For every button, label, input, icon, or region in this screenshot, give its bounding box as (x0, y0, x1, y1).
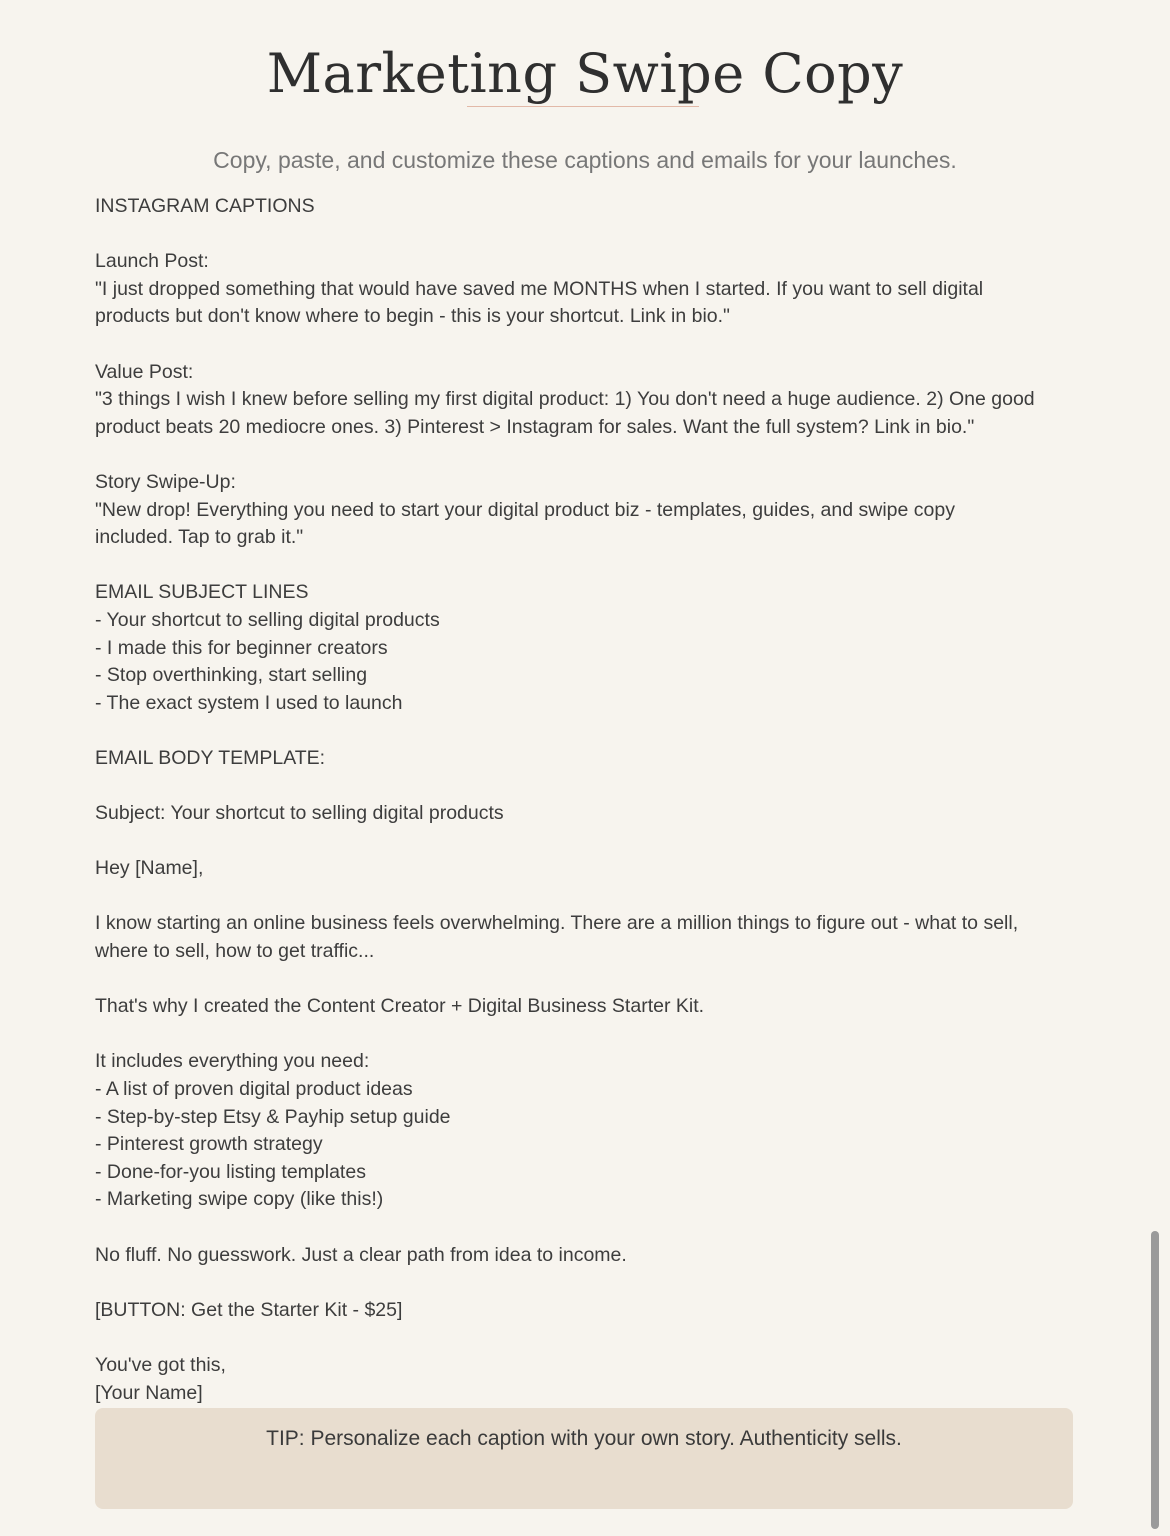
blank-line (95, 441, 1080, 469)
text-line: "New drop! Everything you need to start your digital product biz - templates, guides, and swipe copy (95, 498, 955, 521)
blank-line (95, 1269, 1080, 1297)
blank-line (95, 331, 1080, 359)
blank-line (95, 828, 1080, 856)
blank-line (95, 1324, 1080, 1352)
text-line: [Your Name] (95, 1381, 203, 1404)
text-line: You've got this, (95, 1353, 226, 1376)
text-line: It includes everything you need: (95, 1050, 370, 1073)
text-line: product beats 20 mediocre ones. 3) Pinterest > Instagram for sales. Want the full system? Link in bio." (95, 415, 975, 438)
text-line: - Stop overthinking, start selling (95, 664, 368, 687)
blank-line (95, 717, 1080, 745)
text-line: - Pinterest growth strategy (95, 1133, 323, 1156)
text-line: - Your shortcut to selling digital products (95, 608, 440, 631)
blank-line (95, 966, 1080, 994)
tip-box (95, 1408, 1073, 1509)
text-line: I know starting an online business feels overwhelming. There are a million things to figure out - what to sell, (95, 912, 1019, 935)
text-line: Hey [Name], (95, 857, 204, 880)
text-line: EMAIL SUBJECT LINES (95, 581, 309, 604)
blank-line (95, 552, 1080, 580)
text-line: "3 things I wish I knew before selling my first digital product: 1) You don't need a huge audience. 2) One good (95, 388, 1035, 411)
blank-line (95, 772, 1080, 800)
text-line: - A list of proven digital product ideas (95, 1078, 413, 1100)
text-line: - Marketing swipe copy (like this!) (95, 1188, 384, 1211)
blank-line (95, 883, 1080, 911)
tip-text: TIP: Personalize each caption with your own story. Authenticity sells. (266, 1427, 902, 1450)
title-underline (467, 106, 699, 107)
text-line: Launch Post: (95, 250, 209, 273)
text-line: That's why I created the Content Creator + Digital Business Starter Kit. (95, 995, 705, 1018)
text-line: Subject: Your shortcut to selling digital products (95, 802, 504, 825)
text-line: - Step-by-step Etsy & Payhip setup guide (95, 1105, 451, 1128)
blank-line (95, 1214, 1080, 1242)
swipe-copy-body (95, 193, 1080, 1407)
text-line: Value Post: (95, 360, 194, 383)
text-line: where to sell, how to get traffic... (95, 940, 375, 963)
page-title: Marketing Swipe Copy (266, 42, 904, 105)
scrollbar-thumb[interactable] (1151, 1231, 1159, 1529)
text-line: No fluff. No guesswork. Just a clear path from idea to income. (95, 1243, 627, 1266)
text-line: - The exact system I used to launch (95, 691, 403, 714)
text-line: INSTAGRAM CAPTIONS (95, 195, 315, 217)
text-line: - I made this for beginner creators (95, 636, 388, 659)
text-line: included. Tap to grab it." (95, 526, 304, 549)
text-line: products but don't know where to begin - this is your shortcut. Link in bio." (95, 305, 730, 328)
blank-line (95, 221, 1080, 249)
page-subtitle: Copy, paste, and customize these captions and emails for your launches. (213, 147, 957, 173)
text-line: EMAIL BODY TEMPLATE: (95, 746, 326, 769)
text-line: "I just dropped something that would have saved me MONTHS when I started. If you want to sell digital (95, 277, 984, 300)
text-line: Story Swipe-Up: (95, 470, 236, 493)
text-line: [BUTTON: Get the Starter Kit - $25] (95, 1298, 403, 1321)
text-line: - Done-for-you listing templates (95, 1160, 366, 1183)
blank-line (95, 1021, 1080, 1049)
